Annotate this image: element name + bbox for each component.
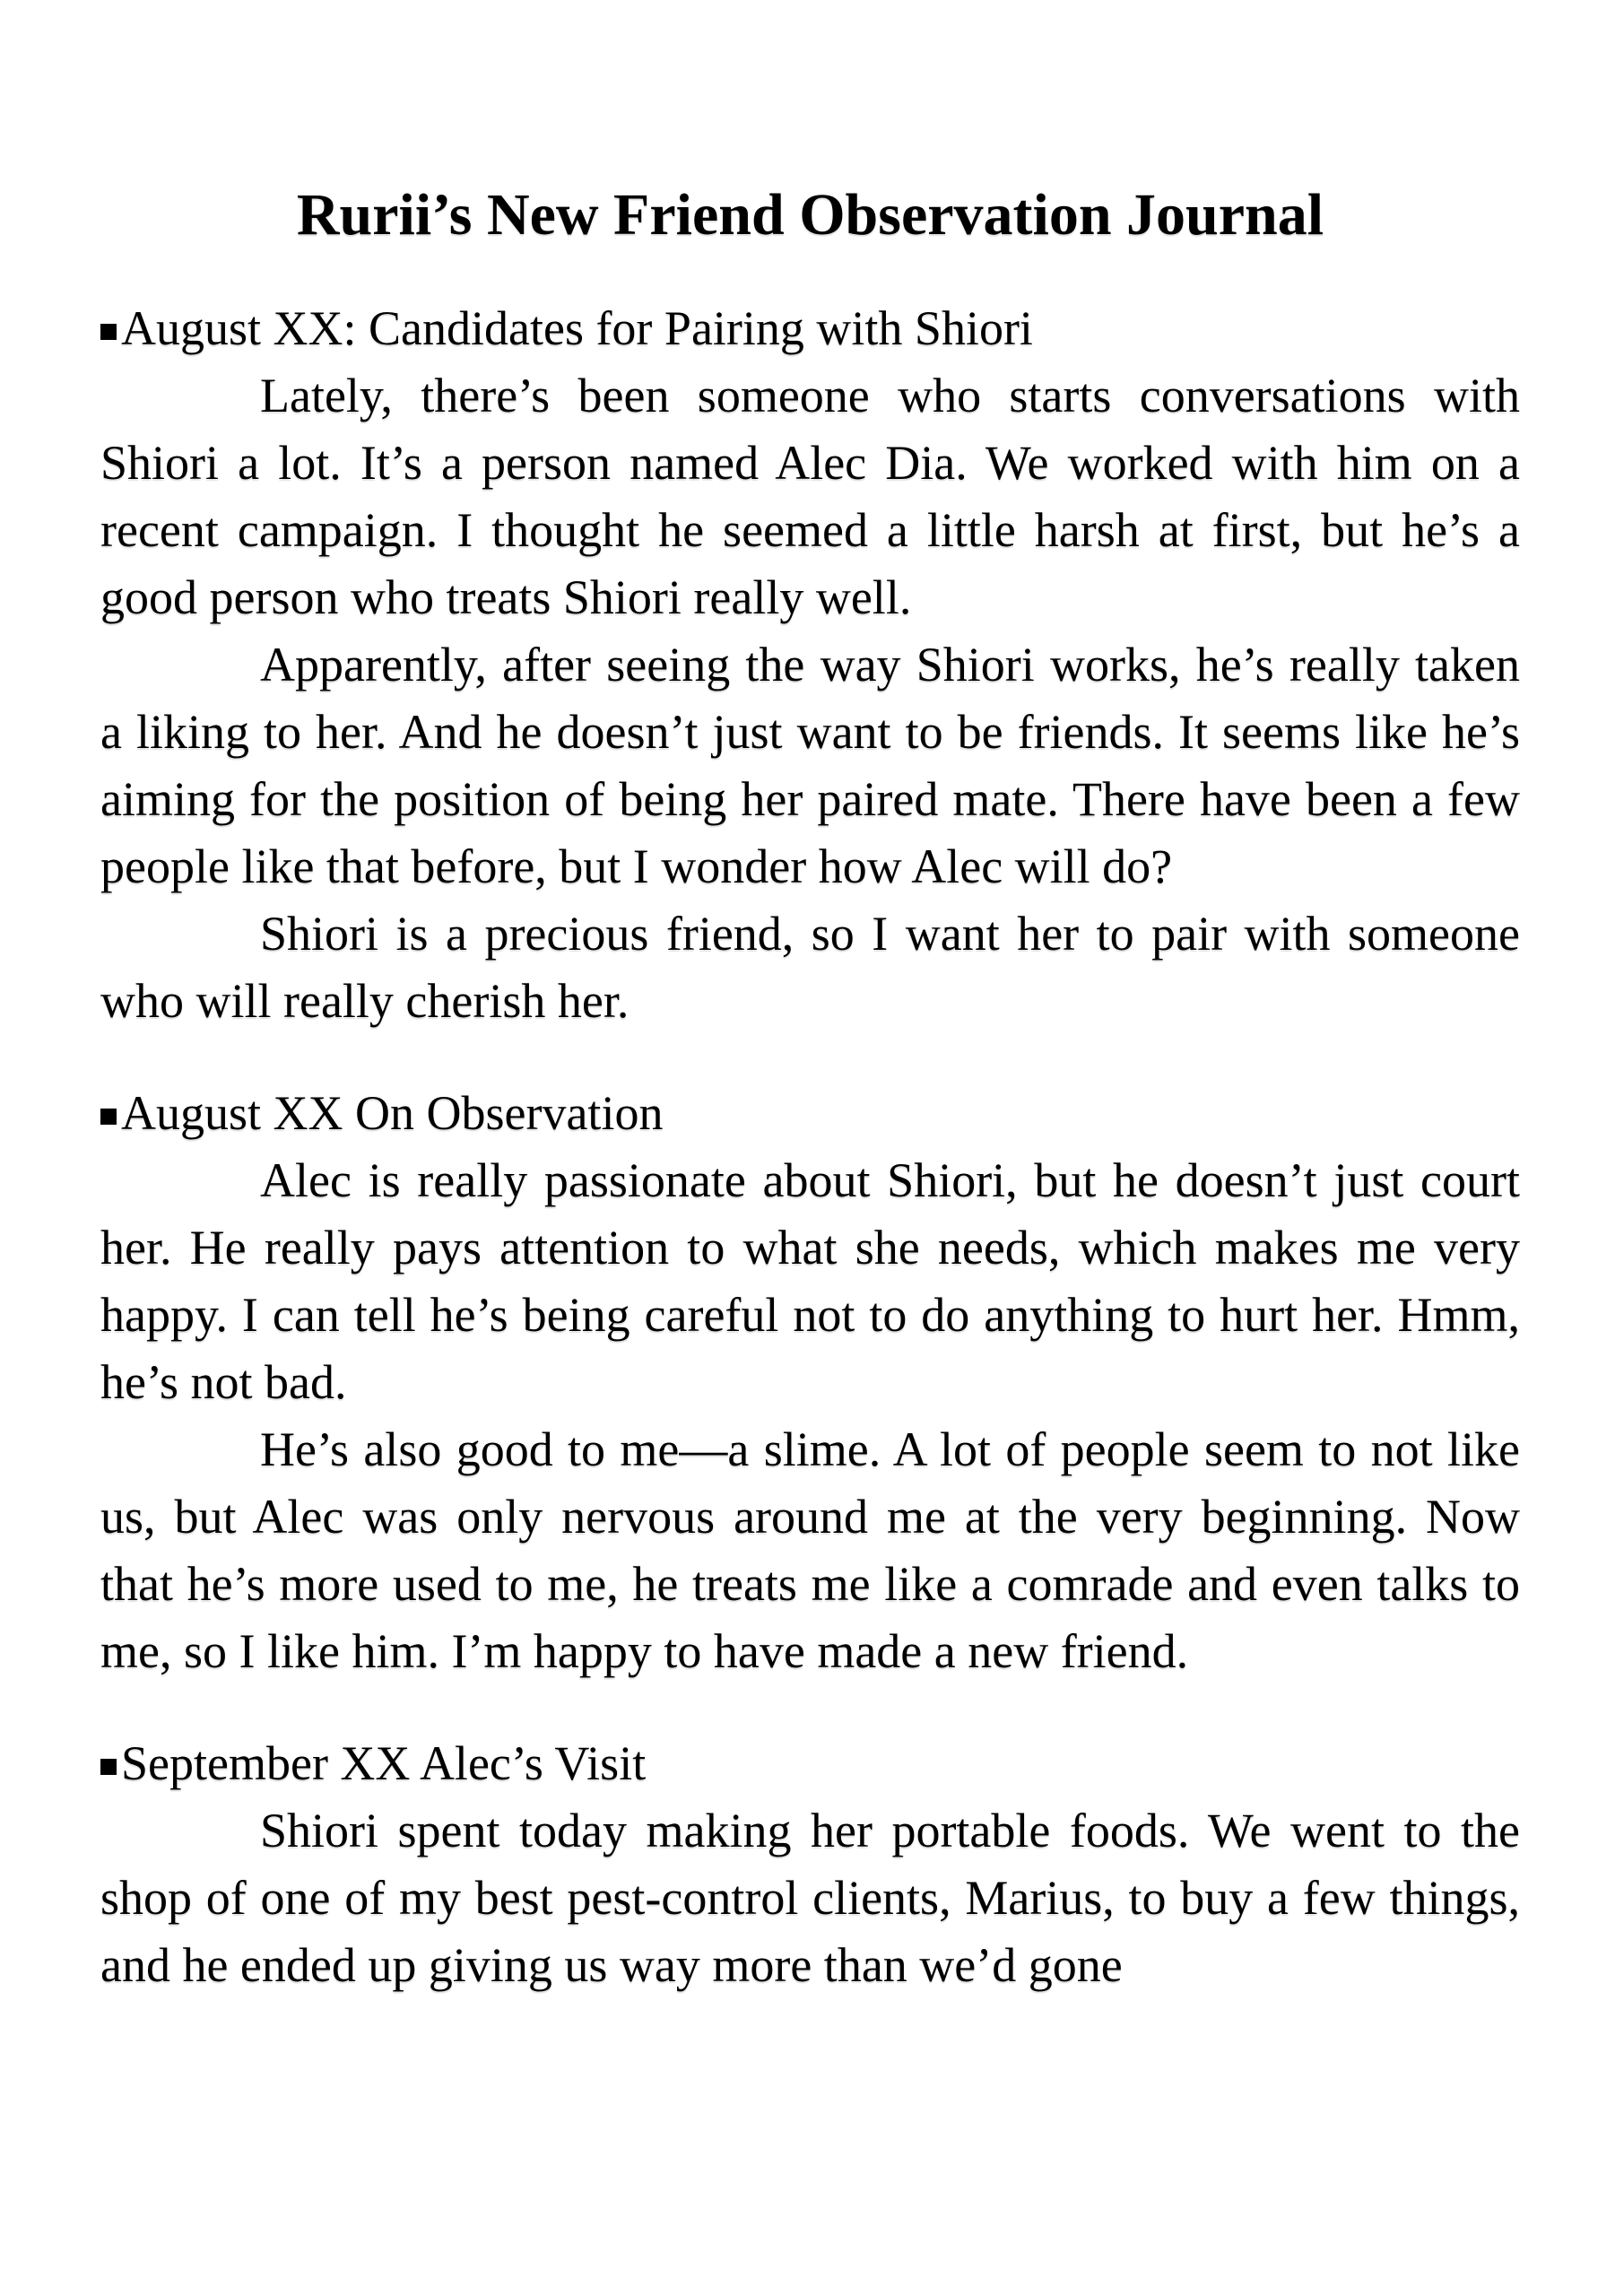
entry-heading	[100, 295, 1520, 362]
page-title: Rurii’s New Friend Observation Journal	[296, 182, 1324, 248]
entry-heading-text: September XX Alec’s Visit	[121, 1736, 647, 1790]
black-square-bullet-icon	[100, 1109, 117, 1125]
entry-paragraph: He’s also good to me—a slime. A lot of people seem to not like us, but Alec was only nervous around me at the very beginning. Now that he’s more used to me, he treats me like a comrade and even talks to me, so I like him. I’m happy to have made a new friend.	[100, 1422, 1520, 1678]
entry-paragraph: Apparently, after seeing the way Shiori works, he’s really taken a liking to her. And he doesn’t just want to be friends. It seems like he’s aiming for the position of being her paired mate. There have been a few people like that before, but I wonder how Alec will do?	[100, 638, 1520, 893]
entry-heading	[100, 1730, 1520, 1797]
entry-paragraph: Alec is really passionate about Shiori, but he doesn’t just court her. He really pays attention to what she needs, which makes me very happy. I can tell he’s being careful not to do anything to hurt her. Hmm, he’s not bad.	[100, 1153, 1520, 1409]
journal-entry	[100, 295, 1520, 1035]
entry-paragraph: Shiori spent today making her portable foods. We went to the shop of one of my best pest-control clients, Marius, to buy a few things, and he ended up giving us way more than we’d gone	[100, 1804, 1520, 1992]
entry-paragraph: Lately, there’s been someone who starts conversations with Shiori a lot. It’s a person named Alec Dia. We worked with him on a recent campaign. I thought he seemed a little harsh at first, but he’s a good person who treats Shiori really well.	[100, 369, 1520, 624]
entry-paragraph: Shiori is a precious friend, so I want her to pair with someone who will really cherish her.	[100, 907, 1520, 1028]
journal-entry	[100, 1080, 1520, 1685]
black-square-bullet-icon	[100, 1759, 117, 1775]
black-square-bullet-icon	[100, 324, 117, 340]
entry-heading-text: August XX: Candidates for Pairing with Shiori	[121, 301, 1033, 355]
journal-entries	[100, 295, 1520, 1999]
entry-heading-text: August XX On Observation	[121, 1086, 664, 1140]
entry-heading	[100, 1080, 1520, 1147]
journal-entry	[100, 1730, 1520, 1999]
